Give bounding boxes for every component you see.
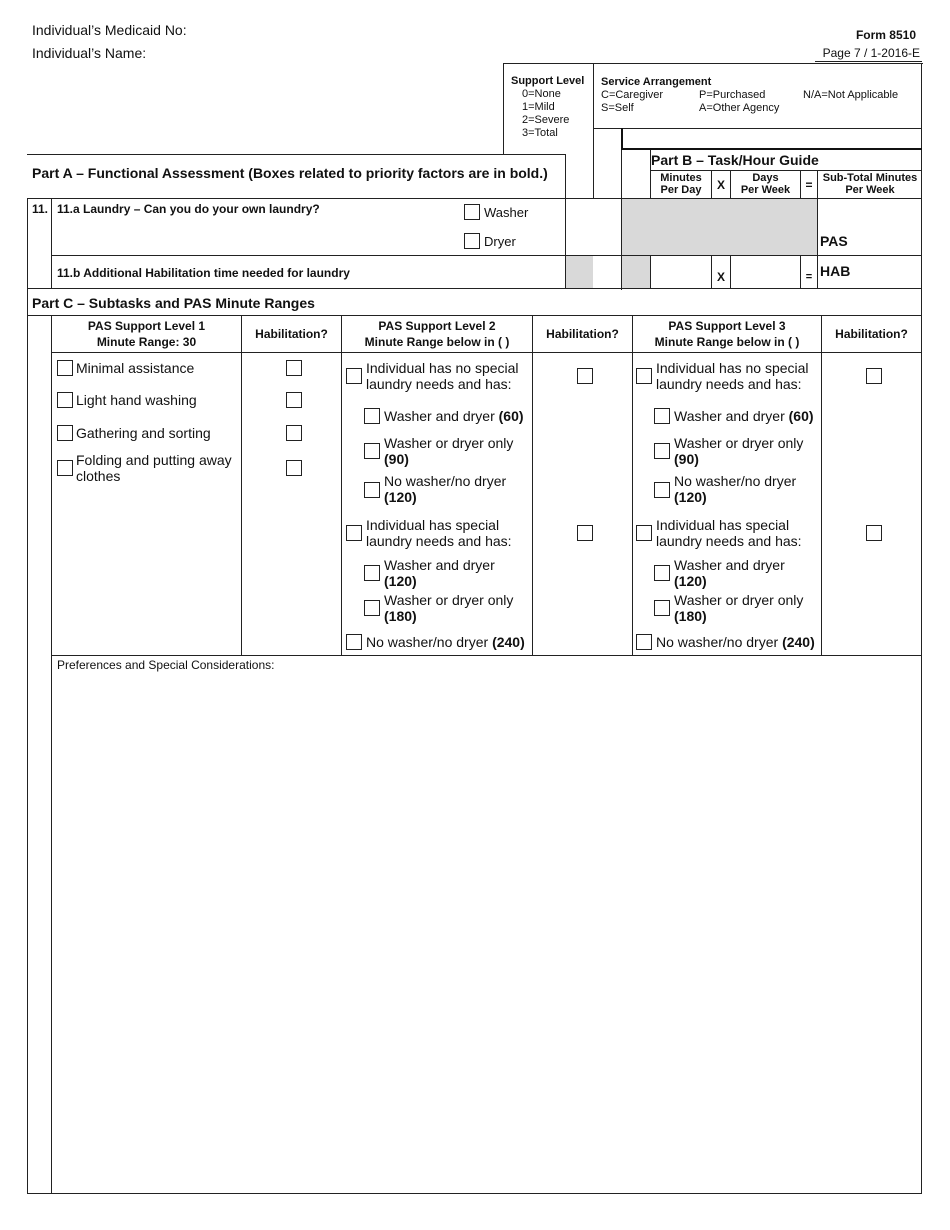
- l2-washer-or-dryer-only-checkbox[interactable]: [364, 443, 380, 459]
- sa-purchased: P=Purchased: [699, 89, 766, 101]
- l3-washer-or-dryer-only-checkbox[interactable]: [654, 443, 670, 459]
- l2-no-washer-no-dryer-checkbox[interactable]: [346, 634, 362, 650]
- preferences-label: Preferences and Special Considerations:: [57, 658, 275, 672]
- support-level-2: 2=Severe: [522, 114, 570, 126]
- dryer-checkbox[interactable]: [464, 233, 480, 249]
- equals-sign: =: [805, 178, 813, 192]
- l3-special-washer-or-dryer-checkbox[interactable]: [654, 600, 670, 616]
- pas-subtotal-field[interactable]: [818, 210, 921, 254]
- header-rule: [815, 61, 922, 62]
- l3-no-washer-dryer-label: No washer/no dryer (120): [674, 473, 797, 505]
- l3-special-washer-and-dryer-label: Washer and dryer (120): [674, 557, 785, 589]
- l3-special-label: Individual has special laundry needs and has:: [656, 517, 802, 549]
- folding-putting-away-label: Folding and putting away: [76, 452, 232, 468]
- pas-level-1-header: PAS Support Level 1 Minute Range: 30: [87, 319, 206, 349]
- service-shaded-cell: [622, 256, 650, 288]
- gathering-sorting-label: Gathering and sorting: [76, 425, 211, 441]
- service-arrangement-title: Service Arrangement: [601, 76, 712, 88]
- l3-no-special-checkbox[interactable]: [636, 368, 652, 384]
- days-per-week-header: Days Per Week: [740, 172, 791, 196]
- l3-special-checkbox[interactable]: [636, 525, 652, 541]
- habilitation-header-3: Habilitation?: [835, 327, 908, 341]
- l2-special-label: Individual has special laundry needs and has:: [366, 517, 512, 549]
- l3-washer-and-dryer-checkbox[interactable]: [654, 408, 670, 424]
- hab-folding-checkbox[interactable]: [286, 460, 302, 476]
- l2-no-washer-dryer-label: No washer/no dryer (120): [384, 473, 507, 505]
- subtotal-header: Sub-Total Minutes Per Week: [822, 172, 918, 196]
- sa-other-agency: A=Other Agency: [699, 102, 780, 114]
- question-11b: 11.b Additional Habilitation time needed for laundry: [57, 266, 350, 280]
- l3-hab-no-special-checkbox[interactable]: [866, 368, 882, 384]
- washer-checkbox[interactable]: [464, 204, 480, 220]
- l2-no-washer-no-dryer-label: No washer/no dryer (240): [366, 634, 525, 650]
- hab-subtotal-field[interactable]: [818, 280, 921, 288]
- l2-no-special-checkbox[interactable]: [346, 368, 362, 384]
- pas-level-3-header: PAS Support Level 3 Minute Range below in ( ): [654, 319, 800, 349]
- l3-no-washer-no-dryer-checkbox[interactable]: [636, 634, 652, 650]
- l2-washer-and-dryer-label: Washer and dryer (60): [384, 408, 524, 424]
- l3-washer-or-dryer-only-label: Washer or dryer only (90): [674, 435, 804, 467]
- light-hand-washing-label: Light hand washing: [76, 392, 197, 408]
- part-b-shaded-cell: [622, 199, 817, 255]
- hab-gathering-sorting-checkbox[interactable]: [286, 425, 302, 441]
- preferences-text-area[interactable]: [52, 676, 921, 1193]
- l2-special-washer-or-dryer-label: Washer or dryer only (180): [384, 592, 514, 624]
- part-a-title: Part A – Functional Assessment (Boxes related to priority factors are in bold.): [32, 165, 548, 181]
- habilitation-header-2: Habilitation?: [546, 327, 619, 341]
- l2-special-washer-and-dryer-label: Washer and dryer (120): [384, 557, 495, 589]
- l3-special-washer-and-dryer-checkbox[interactable]: [654, 565, 670, 581]
- l3-no-special-label: Individual has no special laundry needs and has:: [656, 360, 809, 392]
- sa-self: S=Self: [601, 102, 634, 114]
- multiply-sign-hab: X: [716, 270, 725, 284]
- folding-putting-away-checkbox[interactable]: [57, 460, 73, 476]
- pas-label: PAS: [820, 233, 848, 249]
- l2-no-special-label: Individual has no special laundry needs and has:: [366, 360, 519, 392]
- form-number: Form 8510: [855, 28, 916, 42]
- medicaid-no-label: Individual’s Medicaid No:: [32, 22, 187, 38]
- l2-washer-or-dryer-only-label: Washer or dryer only (90): [384, 435, 514, 467]
- l2-washer-and-dryer-checkbox[interactable]: [364, 408, 380, 424]
- minimal-assistance-checkbox[interactable]: [57, 360, 73, 376]
- support-level-0: 0=None: [522, 88, 561, 100]
- l2-hab-special-checkbox[interactable]: [577, 525, 593, 541]
- sa-not-applicable: N/A=Not Applicable: [803, 89, 899, 101]
- part-b-title: Part B – Task/Hour Guide: [651, 152, 819, 168]
- l2-special-washer-or-dryer-checkbox[interactable]: [364, 600, 380, 616]
- individual-name-label: Individual’s Name:: [32, 45, 147, 61]
- hab-minimal-assistance-checkbox[interactable]: [286, 360, 302, 376]
- folding-putting-away-label-2: clothes: [76, 468, 121, 484]
- sa-caregiver: C=Caregiver: [601, 89, 664, 101]
- hab-label: HAB: [820, 263, 851, 279]
- multiply-sign: X: [716, 178, 725, 192]
- habilitation-header-1: Habilitation?: [255, 327, 328, 341]
- question-11a: 11.a Laundry – Can you do your own laundry?: [57, 202, 320, 216]
- minimal-assistance-label: Minimal assistance: [76, 360, 195, 376]
- support-level-title: Support Level: [511, 75, 585, 87]
- dryer-label: Dryer: [484, 234, 516, 249]
- l3-hab-special-checkbox[interactable]: [866, 525, 882, 541]
- item-number: 11.: [32, 202, 49, 216]
- support-level-shaded-cell: [566, 256, 593, 288]
- hab-light-hand-washing-checkbox[interactable]: [286, 392, 302, 408]
- pas-level-2-header: PAS Support Level 2 Minute Range below in ( ): [364, 319, 510, 349]
- gathering-sorting-checkbox[interactable]: [57, 425, 73, 441]
- support-level-3: 3=Total: [522, 127, 558, 139]
- l2-special-checkbox[interactable]: [346, 525, 362, 541]
- page-info: Page 7 / 1-2016-E: [822, 46, 920, 60]
- l3-no-washer-dryer-checkbox[interactable]: [654, 482, 670, 498]
- l2-special-washer-and-dryer-checkbox[interactable]: [364, 565, 380, 581]
- l3-special-washer-or-dryer-label: Washer or dryer only (180): [674, 592, 804, 624]
- hab-minutes-per-day-field[interactable]: [651, 256, 711, 288]
- light-hand-washing-checkbox[interactable]: [57, 392, 73, 408]
- l3-no-washer-no-dryer-label: No washer/no dryer (240): [656, 634, 815, 650]
- equals-sign-hab: =: [805, 271, 813, 283]
- hab-days-per-week-field[interactable]: [731, 256, 800, 288]
- l2-no-washer-dryer-checkbox[interactable]: [364, 482, 380, 498]
- minutes-per-day-header: Minutes Per Day: [660, 172, 702, 196]
- washer-label: Washer: [484, 205, 529, 220]
- support-level-1: 1=Mild: [522, 101, 555, 113]
- l3-washer-and-dryer-label: Washer and dryer (60): [674, 408, 814, 424]
- l2-hab-no-special-checkbox[interactable]: [577, 368, 593, 384]
- part-c-title: Part C – Subtasks and PAS Minute Ranges: [32, 295, 315, 311]
